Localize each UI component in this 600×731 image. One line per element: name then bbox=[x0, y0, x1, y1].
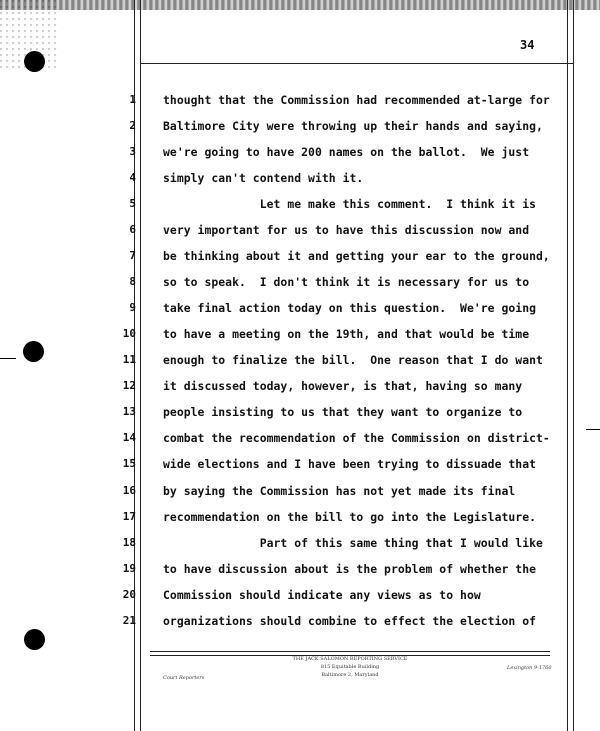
transcript-line: combat the recommendation of the Commission on district- bbox=[163, 431, 550, 445]
line-number: 9 bbox=[129, 301, 136, 314]
line-number: 15 bbox=[122, 457, 136, 470]
line-number: 16 bbox=[122, 484, 136, 497]
line-number: 8 bbox=[129, 275, 136, 288]
line-number: 17 bbox=[122, 510, 136, 523]
footer-service-name: THE JACK SALOMON REPORTING SERVICE bbox=[292, 656, 408, 662]
page-number: 34 bbox=[520, 38, 535, 52]
footer-rule-upper bbox=[150, 651, 550, 652]
line-number: 20 bbox=[122, 588, 136, 601]
footer-service-address: 815 Equitable Building bbox=[320, 664, 380, 670]
transcript-line: be thinking about it and getting your ear to the ground, bbox=[163, 249, 550, 263]
transcript-line: Commission should indicate any views as to how bbox=[163, 588, 481, 602]
transcript-line: Baltimore City were throwing up their hands and saying, bbox=[163, 119, 543, 133]
header-rule bbox=[140, 63, 574, 64]
transcript-line: it discussed today, however, is that, having so many bbox=[163, 379, 523, 393]
transcript-line: simply can't contend with it. bbox=[163, 171, 364, 185]
transcript-line: so to speak. I don't think it is necessary for us to bbox=[163, 275, 530, 289]
line-number: 3 bbox=[129, 145, 136, 158]
transcript-line: Let me make this comment. I think it is bbox=[163, 197, 537, 211]
transcript-line: enough to finalize the bill. One reason that I do want bbox=[163, 353, 543, 367]
line-number: 14 bbox=[122, 431, 136, 444]
line-number: 7 bbox=[129, 249, 136, 262]
line-number: 13 bbox=[122, 405, 136, 418]
footer-reporting-service bbox=[280, 655, 420, 679]
transcript-line: wide elections and I have been trying to dissuade that bbox=[163, 457, 537, 471]
edge-mark-left bbox=[0, 358, 16, 359]
punch-hole-middle bbox=[23, 341, 44, 362]
transcript-line: thought that the Commission had recommended at-large for bbox=[163, 93, 550, 107]
transcript-line: we're going to have 200 names on the ballot. We just bbox=[163, 145, 530, 159]
line-number: 4 bbox=[129, 171, 136, 184]
transcript-line: recommendation on the bill to go into the Legislature. bbox=[163, 510, 537, 524]
line-number: 18 bbox=[122, 536, 136, 549]
left-margin-line-inner bbox=[140, 0, 141, 731]
footer-service-city: Baltimore 2, Maryland bbox=[321, 672, 379, 678]
right-margin-line-outer bbox=[573, 0, 574, 731]
transcript-line: take final action today on this question. We're going bbox=[163, 301, 537, 315]
right-margin-line-inner bbox=[567, 0, 568, 731]
transcript-line: very important for us to have this discussion now and bbox=[163, 223, 530, 237]
line-number: 10 bbox=[122, 327, 136, 340]
transcript-line: to have a meeting on the 19th, and that would be time bbox=[163, 327, 530, 341]
line-number: 12 bbox=[122, 379, 136, 392]
punch-hole-top bbox=[24, 51, 45, 72]
transcript-line: Part of this same thing that I would like bbox=[163, 536, 543, 550]
scan-top-edge bbox=[0, 0, 600, 10]
edge-mark-right bbox=[586, 429, 600, 430]
line-number: 1 bbox=[129, 93, 136, 106]
footer-phone: Lexington 9-1760 bbox=[507, 665, 552, 671]
line-number: 5 bbox=[129, 197, 136, 210]
line-number: 19 bbox=[122, 562, 136, 575]
transcript-line: by saying the Commission has not yet made its final bbox=[163, 484, 516, 498]
transcript-line: people insisting to us that they want to organize to bbox=[163, 405, 523, 419]
footer-left-label: Court Reporters bbox=[163, 675, 205, 681]
transcript-line: organizations should combine to effect the election of bbox=[163, 614, 537, 628]
line-number: 21 bbox=[122, 614, 136, 627]
line-number: 6 bbox=[129, 223, 136, 236]
line-number: 11 bbox=[122, 353, 136, 366]
line-number: 2 bbox=[129, 119, 136, 132]
punch-hole-bottom bbox=[24, 629, 45, 650]
transcript-line: to have discussion about is the problem of whether the bbox=[163, 562, 537, 576]
